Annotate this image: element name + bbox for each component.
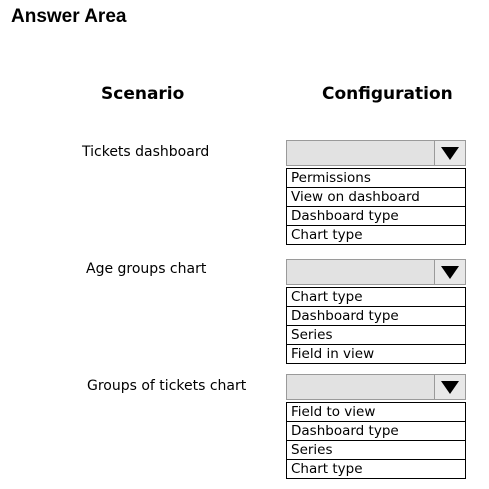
dropdown-selected-value[interactable] [286,140,466,166]
config-dropdown-groups-of-tickets-chart[interactable] [286,374,466,479]
config-dropdown-age-groups-chart[interactable] [286,259,466,364]
dropdown-option[interactable]: Chart type [291,227,363,243]
dropdown-option[interactable]: Chart type [287,288,465,307]
scenario-label-tickets-dashboard: Tickets dashboard [82,144,210,160]
dropdown-toggle-button[interactable] [434,141,465,165]
dropdown-selected-value[interactable] [286,259,466,285]
dropdown-toggle-button[interactable] [434,375,465,399]
dropdown-option[interactable]: Permissions [287,169,465,188]
config-dropdown-tickets-dashboard[interactable] [286,140,466,245]
dropdown-option[interactable]: Chart type [291,461,363,477]
dropdown-options-list [286,168,466,245]
dropdown-toggle-button[interactable] [434,260,465,284]
dropdown-option[interactable]: Dashboard type [287,207,465,226]
dropdown-option[interactable]: Field in view [291,346,375,362]
dropdown-option[interactable]: View on dashboard [287,188,465,207]
dropdown-selected-value[interactable] [286,374,466,400]
dropdown-options-list [286,402,466,479]
triangle-down-icon [441,266,459,279]
page-title: Answer Area [11,6,127,27]
dropdown-option[interactable]: Dashboard type [287,422,465,441]
column-header-configuration: Configuration [322,84,453,104]
dropdown-option[interactable]: Dashboard type [287,307,465,326]
triangle-down-icon [441,381,459,394]
column-header-scenario: Scenario [101,84,185,104]
triangle-down-icon [441,147,459,160]
dropdown-option[interactable]: Series [287,441,465,460]
dropdown-option[interactable]: Field to view [287,403,465,422]
scenario-label-age-groups-chart: Age groups chart [86,261,207,277]
dropdown-option[interactable]: Series [287,326,465,345]
scenario-label-groups-of-tickets-chart: Groups of tickets chart [87,378,247,394]
dropdown-options-list [286,287,466,364]
